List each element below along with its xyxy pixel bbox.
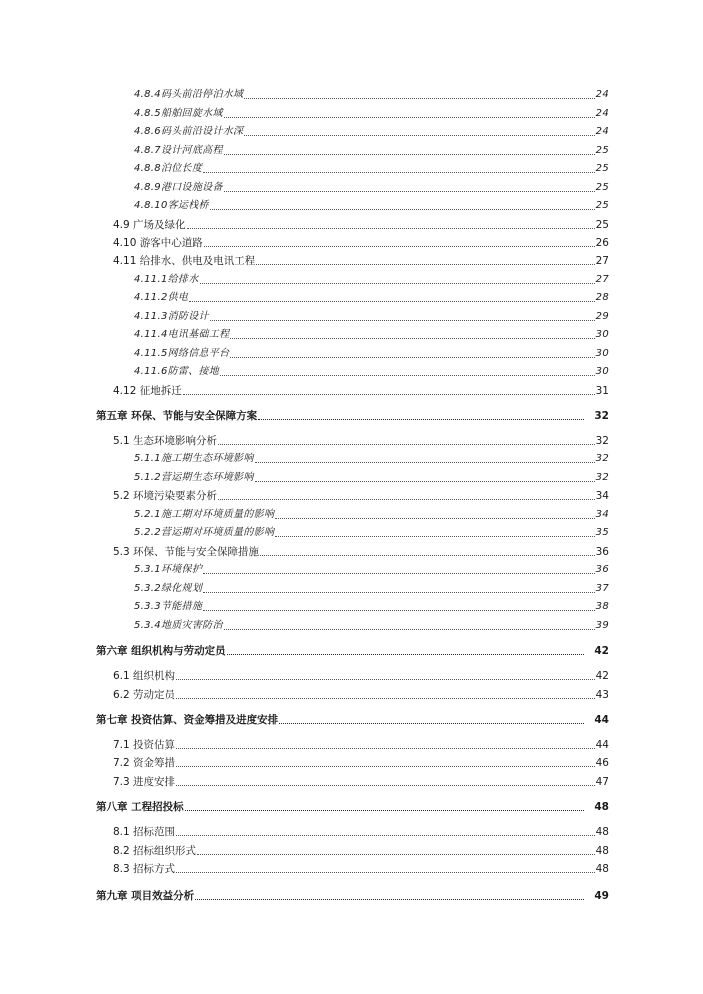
dot-leader — [255, 481, 595, 482]
toc-entry-title: 4.11.3消防设计 — [134, 311, 209, 322]
toc-page-number: 42 — [595, 670, 609, 682]
dot-leader — [224, 629, 595, 630]
dot-leader — [255, 462, 595, 463]
toc-page-number: 42 — [594, 645, 609, 657]
toc-section-entry[interactable] — [113, 234, 609, 250]
dot-leader — [185, 810, 585, 811]
toc-subsection-entry[interactable] — [134, 326, 609, 342]
toc-section-entry[interactable] — [113, 487, 609, 503]
toc-subsection-entry[interactable] — [134, 598, 609, 614]
dot-leader — [218, 499, 595, 500]
toc-subsection-entry[interactable] — [134, 308, 609, 324]
toc-subsection-entry[interactable] — [134, 123, 609, 139]
toc-section-entry[interactable] — [113, 823, 609, 839]
dot-leader — [200, 283, 595, 284]
toc-subsection-entry[interactable] — [134, 524, 609, 540]
toc-page-number: 25 — [595, 200, 609, 211]
toc-entry-title: 5.1 生态环境影响分析 — [113, 435, 218, 447]
toc-section-entry[interactable] — [113, 432, 609, 448]
toc-subsection-entry[interactable] — [134, 363, 609, 379]
toc-section-entry[interactable] — [113, 754, 609, 770]
toc-section-entry[interactable] — [113, 543, 609, 559]
toc-page-number: 32 — [595, 453, 609, 464]
toc-entry-title: 8.2 招标组织形式 — [113, 845, 197, 857]
dot-leader — [203, 610, 595, 611]
toc-page-number: 48 — [595, 845, 609, 857]
toc-subsection-entry[interactable] — [134, 105, 609, 121]
toc-page-number: 43 — [595, 689, 609, 701]
dot-leader — [227, 654, 585, 655]
toc-entry-title: 4.8.7设计河底高程 — [134, 145, 223, 156]
toc-entry-title: 4.8.8泊位长度 — [134, 163, 203, 174]
toc-section-entry[interactable] — [113, 842, 609, 858]
toc-entry-title: 第七章 投资估算、资金筹措及进度安排 — [96, 714, 279, 726]
toc-entry-title: 6.1 组织机构 — [113, 670, 176, 682]
toc-subsection-entry[interactable] — [134, 160, 609, 176]
dot-leader — [260, 555, 595, 556]
toc-entry-title: 4.11 给排水、供电及电讯工程 — [113, 255, 256, 267]
toc-page-number: 27 — [595, 255, 609, 267]
toc-page-number: 38 — [595, 601, 609, 612]
toc-section-entry[interactable] — [113, 686, 609, 702]
toc-entry-title: 5.3.2绿化规划 — [134, 583, 203, 594]
toc-page-number: 28 — [595, 292, 609, 303]
toc-page-number: 25 — [595, 163, 609, 174]
dot-leader — [230, 338, 594, 339]
toc-subsection-entry[interactable] — [134, 506, 609, 522]
toc-entry-title: 5.1.1施工期生态环境影响 — [134, 453, 254, 464]
toc-entry-title: 6.2 劳动定员 — [113, 689, 176, 701]
toc-entry-title: 4.12 征地拆迁 — [113, 385, 182, 397]
toc-entry-title: 8.3 招标方式 — [113, 863, 176, 875]
dot-leader — [275, 536, 594, 537]
toc-page-number: 49 — [594, 890, 609, 902]
dot-leader — [224, 191, 595, 192]
toc-page-number: 48 — [594, 801, 609, 813]
toc-page-number: 30 — [595, 348, 609, 359]
dot-leader — [224, 154, 595, 155]
toc-entry-title: 7.1 投资估算 — [113, 739, 176, 751]
dot-leader — [183, 394, 595, 395]
dot-leader — [210, 320, 595, 321]
toc-page-number: 30 — [595, 366, 609, 377]
toc-chapter-entry[interactable] — [96, 798, 609, 814]
toc-page-number: 36 — [595, 564, 609, 575]
dot-leader — [230, 357, 594, 358]
toc-chapter-entry[interactable] — [96, 887, 609, 903]
dot-leader — [197, 854, 595, 855]
dot-leader — [176, 872, 595, 873]
dot-leader — [176, 748, 595, 749]
dot-leader — [195, 899, 584, 900]
toc-entry-title: 4.8.4码头前沿停泊水域 — [134, 89, 244, 100]
toc-subsection-entry[interactable] — [134, 345, 609, 361]
toc-entry-title: 4.8.10客运栈桥 — [134, 200, 209, 211]
toc-section-entry[interactable] — [113, 216, 609, 232]
toc-entry-title: 8.1 招标范围 — [113, 826, 176, 838]
dot-leader — [176, 679, 595, 680]
toc-section-entry[interactable] — [113, 382, 609, 398]
dot-leader — [176, 698, 595, 699]
dot-leader — [189, 301, 594, 302]
toc-entry-title: 5.3.4地质灾害防治 — [134, 620, 223, 631]
toc-entry-title: 4.11.6防雷、接地 — [134, 366, 220, 377]
toc-page-number: 32 — [595, 435, 609, 447]
toc-page-number: 34 — [595, 509, 609, 520]
dot-leader — [176, 766, 595, 767]
toc-page-number: 24 — [595, 108, 609, 119]
toc-page-number: 29 — [595, 311, 609, 322]
toc-entry-title: 第八章 工程招投标 — [96, 801, 184, 813]
dot-leader — [203, 172, 595, 173]
toc-section-entry[interactable] — [113, 736, 609, 752]
toc-chapter-entry[interactable] — [96, 407, 609, 423]
toc-page-number: 27 — [595, 274, 609, 285]
toc-page-number: 32 — [594, 410, 609, 422]
toc-entry-title: 4.8.9港口设施设备 — [134, 182, 223, 193]
toc-entry-title: 4.11.4电讯基础工程 — [134, 329, 230, 340]
dot-leader — [279, 723, 584, 724]
toc-subsection-entry[interactable] — [134, 197, 609, 213]
toc-page-number: 24 — [595, 89, 609, 100]
toc-entry-title: 7.2 资金筹措 — [113, 757, 176, 769]
toc-section-entry[interactable] — [113, 860, 609, 876]
toc-page-number: 24 — [595, 126, 609, 137]
toc-entry-title: 4.11.2供电 — [134, 292, 189, 303]
toc-page-number: 44 — [595, 739, 609, 751]
toc-entry-title: 7.3 进度安排 — [113, 776, 176, 788]
toc-chapter-entry[interactable] — [96, 711, 609, 727]
toc-page-number: 36 — [595, 546, 609, 558]
toc-entry-title: 第九章 项目效益分析 — [96, 890, 195, 902]
toc-chapter-entry[interactable] — [96, 642, 609, 658]
toc-section-entry[interactable] — [113, 252, 609, 268]
toc-entry-title: 4.8.5船舶回旋水域 — [134, 108, 223, 119]
toc-entry-title: 5.3 环保、节能与安全保障措施 — [113, 546, 260, 558]
toc-page-number: 34 — [595, 490, 609, 502]
toc-entry-title: 5.2 环境污染要素分析 — [113, 490, 218, 502]
toc-page-number: 47 — [595, 776, 609, 788]
toc-page-number: 37 — [595, 583, 609, 594]
toc-page-number: 30 — [595, 329, 609, 340]
dot-leader — [203, 573, 595, 574]
toc-page-number: 32 — [595, 472, 609, 483]
dot-leader — [256, 264, 594, 265]
toc-section-entry[interactable] — [113, 773, 609, 789]
toc-subsection-entry[interactable] — [134, 450, 609, 466]
toc-subsection-entry[interactable] — [134, 289, 609, 305]
toc-page-number: 35 — [595, 527, 609, 538]
toc-entry-title: 5.3.3节能措施 — [134, 601, 203, 612]
toc-subsection-entry[interactable] — [134, 142, 609, 158]
toc-entry-title: 4.11.5网络信息平台 — [134, 348, 230, 359]
toc-entry-title: 第五章 环保、节能与安全保障方案 — [96, 410, 258, 422]
toc-page-number: 25 — [595, 219, 609, 231]
toc-entry-title: 5.2.1施工期对环境质量的影响 — [134, 509, 275, 520]
dot-leader — [244, 98, 594, 99]
toc-subsection-entry[interactable] — [134, 617, 609, 633]
dot-leader — [218, 444, 595, 445]
toc-subsection-entry[interactable] — [134, 271, 609, 287]
toc-subsection-entry[interactable] — [134, 561, 609, 577]
dot-leader — [210, 209, 595, 210]
toc-page-number: 39 — [595, 620, 609, 631]
dot-leader — [176, 785, 595, 786]
toc-subsection-entry[interactable] — [134, 580, 609, 596]
toc-subsection-entry[interactable] — [134, 469, 609, 485]
toc-page-number: 48 — [595, 863, 609, 875]
toc-page-number: 31 — [595, 385, 609, 397]
dot-leader — [203, 592, 595, 593]
toc-subsection-entry[interactable] — [134, 179, 609, 195]
toc-entry-title: 5.1.2营运期生态环境影响 — [134, 472, 254, 483]
toc-page-number: 25 — [595, 145, 609, 156]
toc-page-number: 26 — [595, 237, 609, 249]
toc-entry-title: 4.10 游客中心道路 — [113, 237, 203, 249]
toc-page-number: 48 — [595, 826, 609, 838]
dot-leader — [220, 375, 595, 376]
toc-page-number: 46 — [595, 757, 609, 769]
toc-page-number: 25 — [595, 182, 609, 193]
toc-entry-title: 4.11.1给排水 — [134, 274, 199, 285]
toc-page-number: 44 — [594, 714, 609, 726]
dot-leader — [187, 228, 595, 229]
dot-leader — [275, 518, 594, 519]
toc-entry-title: 5.2.2营运期对环境质量的影响 — [134, 527, 275, 538]
dot-leader — [224, 117, 595, 118]
toc-entry-title: 5.3.1环境保护 — [134, 564, 203, 575]
toc-entry-title: 4.9 广场及绿化 — [113, 219, 186, 231]
dot-leader — [244, 135, 594, 136]
dot-leader — [204, 246, 595, 247]
toc-entry-title: 第六章 组织机构与劳动定员 — [96, 645, 226, 657]
dot-leader — [258, 419, 584, 420]
toc-entry-title: 4.8.6码头前沿设计水深 — [134, 126, 244, 137]
toc-subsection-entry[interactable] — [134, 86, 609, 102]
toc-section-entry[interactable] — [113, 667, 609, 683]
dot-leader — [176, 835, 595, 836]
